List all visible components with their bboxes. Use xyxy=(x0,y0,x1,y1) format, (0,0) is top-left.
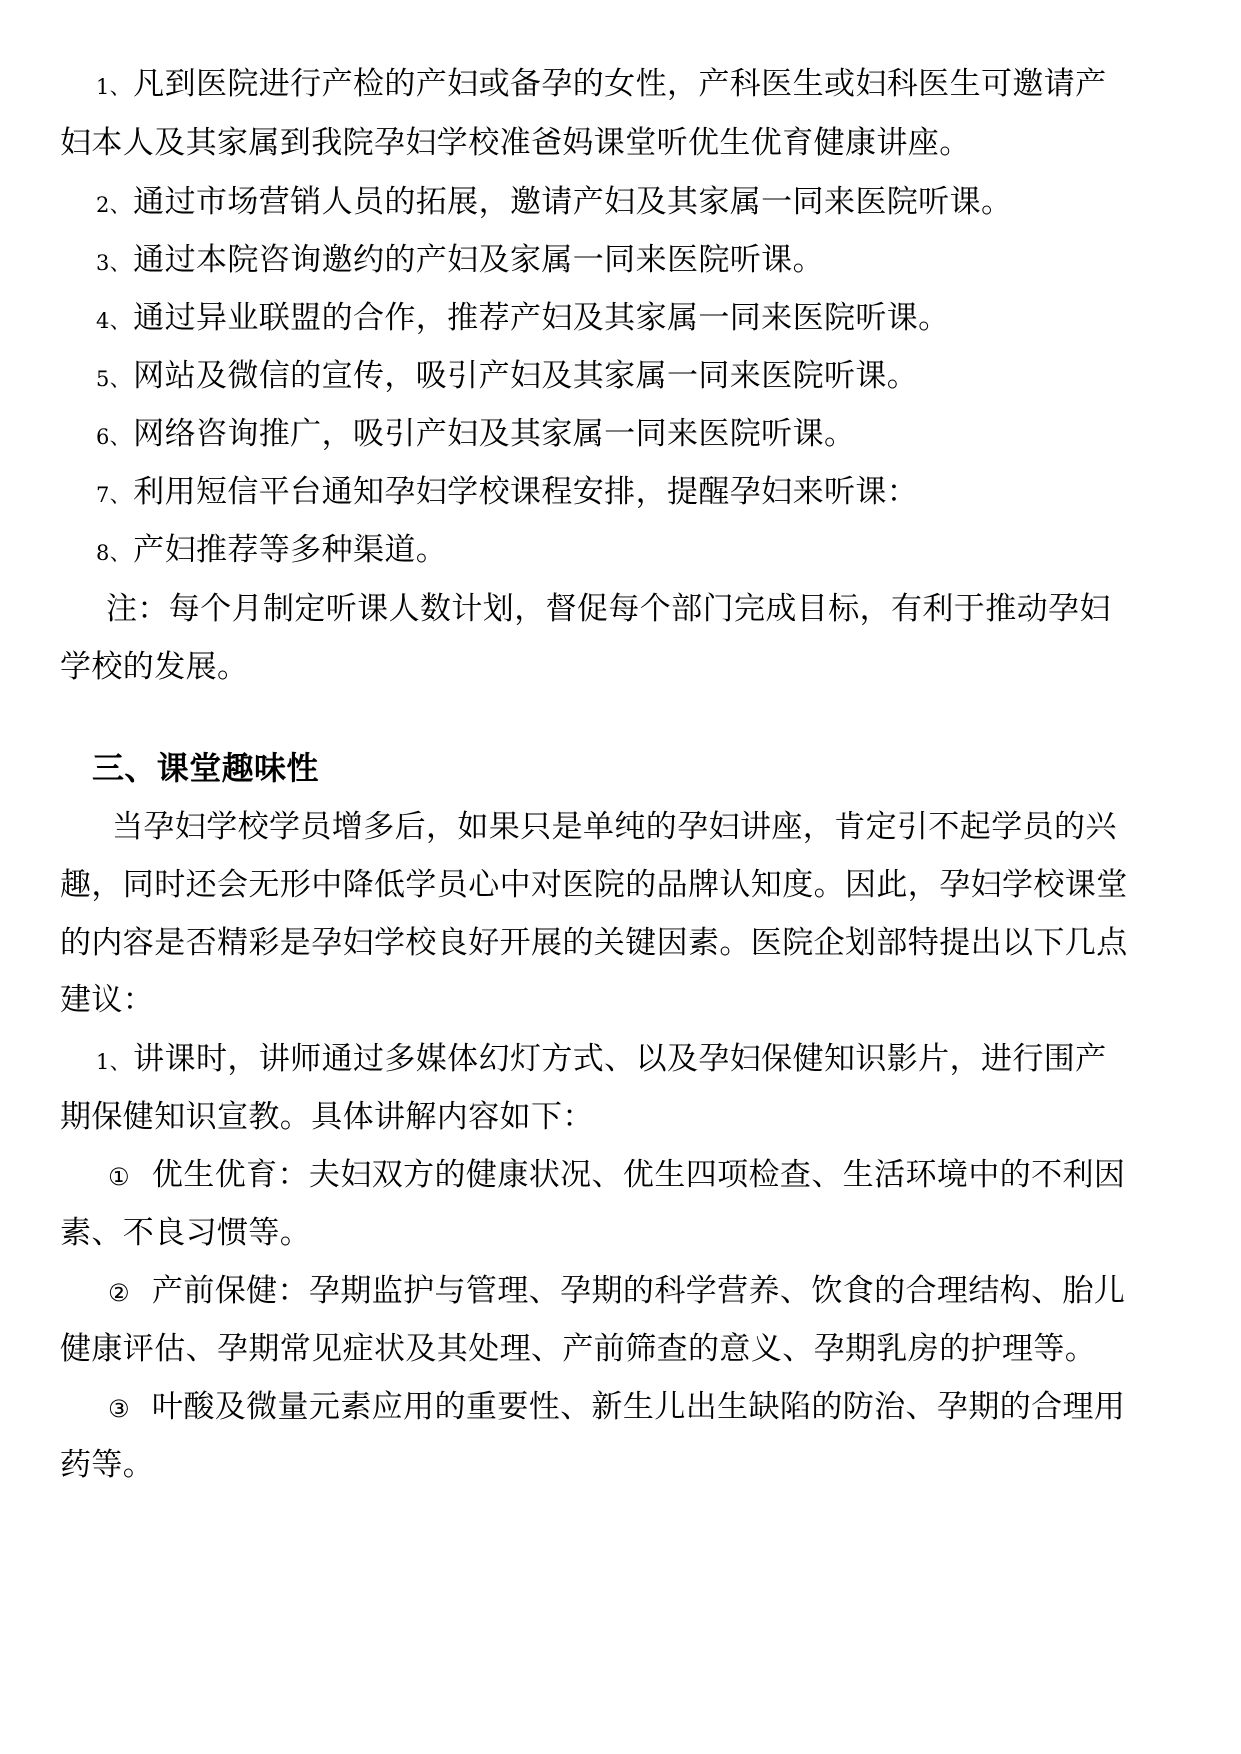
paragraph-text: 建议： xyxy=(60,982,155,1018)
intro-paragraph-line-3 xyxy=(60,923,1180,963)
paragraph-text: 当孕妇学校学员增多后，如果只是单纯的孕妇讲座，肯定引不起学员的兴 xyxy=(112,809,1117,845)
list-number: 2、 xyxy=(96,193,132,217)
list-item-1-continuation xyxy=(60,123,1180,163)
sub-item-2 xyxy=(108,1271,1186,1313)
list-item-5 xyxy=(96,356,1216,399)
circled-number-marker: ② xyxy=(108,1279,130,1307)
intro-paragraph-line-4 xyxy=(60,980,1180,1020)
note-paragraph xyxy=(106,589,1186,629)
list-number: 7、 xyxy=(96,483,132,507)
list-number: 3、 xyxy=(96,251,132,275)
paragraph-text: 的内容是否精彩是孕妇学校良好开展的关键因素。医院企划部特提出以下几点 xyxy=(60,925,1128,961)
list-text: 利用短信平台通知孕妇学校课程安排，提醒孕妇来听课： xyxy=(133,474,919,510)
list-text: 通过市场营销人员的拓展，邀请产妇及其家属一同来医院听课。 xyxy=(133,184,1013,220)
sub-item-3 xyxy=(108,1387,1186,1429)
section-heading: 三、课堂趣味性 xyxy=(92,749,319,787)
list-item-3 xyxy=(96,240,1216,283)
note-text: 注：每个月制定听课人数计划，督促每个部门完成目标，有利于推动孕妇 xyxy=(106,591,1111,627)
lecture-list-item-1-continuation xyxy=(60,1097,1180,1137)
list-number: 4、 xyxy=(96,309,132,333)
list-number: 5、 xyxy=(96,367,132,391)
intro-paragraph xyxy=(112,807,1186,847)
list-item-4 xyxy=(96,298,1216,341)
sub-item-2-continuation xyxy=(60,1329,1180,1369)
list-item-7 xyxy=(96,472,1216,515)
sub-item-1-continuation xyxy=(60,1213,1180,1253)
list-text: 网络咨询推广，吸引产妇及其家属一同来医院听课。 xyxy=(133,416,856,452)
note-text: 学校的发展。 xyxy=(60,649,249,685)
circled-number-marker: ③ xyxy=(108,1395,130,1423)
sub-item-text: 叶酸及微量元素应用的重要性、新生儿出生缺陷的防治、孕期的合理用 xyxy=(151,1389,1126,1425)
list-number: 1、 xyxy=(96,1050,132,1074)
list-number: 1、 xyxy=(96,75,132,99)
sub-item-text: 产前保健：孕期监护与管理、孕期的科学营养、饮食的合理结构、胎儿 xyxy=(151,1273,1126,1309)
sub-item-text: 药等。 xyxy=(60,1447,155,1483)
list-number: 6、 xyxy=(96,425,132,449)
sub-item-text: 素、不良习惯等。 xyxy=(60,1215,312,1251)
list-text: 通过本院咨询邀约的产妇及家属一同来医院听课。 xyxy=(133,242,824,278)
list-text: 产妇推荐等多种渠道。 xyxy=(133,532,448,568)
list-item-8 xyxy=(96,530,1216,573)
list-item-2 xyxy=(96,182,1216,225)
list-text: 通过异业联盟的合作，推荐产妇及其家属一同来医院听课。 xyxy=(133,300,950,336)
list-item-6 xyxy=(96,414,1216,457)
list-text: 妇本人及其家属到我院孕妇学校准爸妈课堂听优生优育健康讲座。 xyxy=(60,125,971,161)
list-item-1 xyxy=(96,64,1186,107)
list-text: 凡到医院进行产检的产妇或备孕的女性，产科医生或妇科医生可邀请产 xyxy=(133,66,1107,102)
intro-paragraph-line-2 xyxy=(60,865,1180,905)
sub-item-text: 优生优育：夫妇双方的健康状况、优生四项检查、生活环境中的不利因 xyxy=(151,1157,1126,1193)
list-text: 讲课时，讲师通过多媒体幻灯方式、以及孕妇保健知识影片，进行围产 xyxy=(133,1041,1107,1077)
sub-item-1 xyxy=(108,1155,1186,1197)
lecture-list-item-1 xyxy=(96,1039,1186,1082)
note-paragraph-continuation xyxy=(60,647,1180,687)
sub-item-3-continuation xyxy=(60,1445,1180,1485)
paragraph-text: 趣，同时还会无形中降低学员心中对医院的品牌认知度。因此，孕妇学校课堂 xyxy=(60,867,1128,903)
list-text: 网站及微信的宣传，吸引产妇及其家属一同来医院听课。 xyxy=(133,358,919,394)
sub-item-text: 健康评估、孕期常见症状及其处理、产前筛查的意义、孕期乳房的护理等。 xyxy=(60,1331,1097,1367)
circled-number-marker: ① xyxy=(108,1163,130,1191)
list-number: 8、 xyxy=(96,541,132,565)
list-text: 期保健知识宣教。具体讲解内容如下： xyxy=(60,1099,594,1135)
